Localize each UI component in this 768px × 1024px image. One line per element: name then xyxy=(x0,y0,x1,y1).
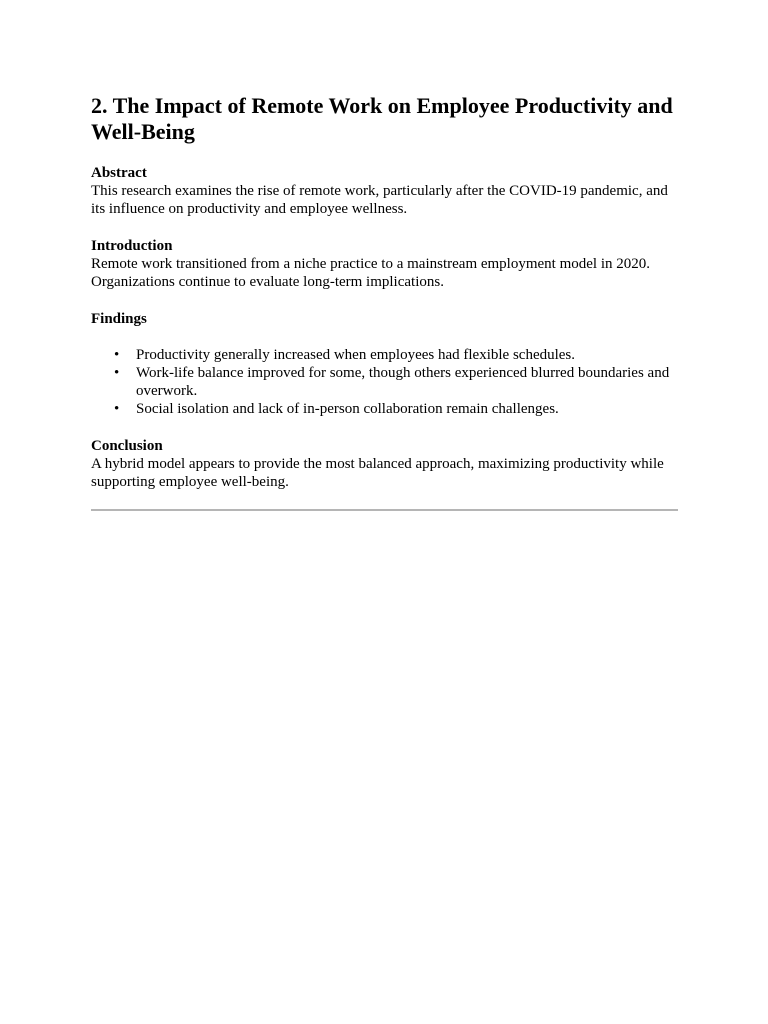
horizontal-divider xyxy=(91,509,678,511)
findings-section xyxy=(91,310,678,418)
conclusion-heading: Conclusion xyxy=(91,438,163,454)
bullet-icon: • xyxy=(114,347,120,363)
abstract-section xyxy=(91,164,678,218)
document-title: 2. The Impact of Remote Work on Employee Productivity and Well-Being xyxy=(91,93,673,144)
abstract-heading: Abstract xyxy=(91,165,147,181)
conclusion-body: A hybrid model appears to provide the most balanced approach, maximizing productivity while supporting employee well-being. xyxy=(91,456,664,490)
finding-text: Work-life balance improved for some, though others experienced blurred boundaries and overwork. xyxy=(136,365,670,399)
finding-text: Social isolation and lack of in-person collaboration remain challenges. xyxy=(136,401,559,417)
list-item xyxy=(114,346,678,364)
list-item xyxy=(114,400,678,418)
bullet-icon: • xyxy=(114,401,120,417)
introduction-section xyxy=(91,237,678,291)
bullet-icon: • xyxy=(114,365,120,381)
introduction-heading: Introduction xyxy=(91,238,173,254)
findings-list xyxy=(91,346,678,418)
findings-heading: Findings xyxy=(91,311,147,327)
abstract-body: This research examines the rise of remote work, particularly after the COVID-19 pandemic, and its influence on productivity and employee wellness. xyxy=(91,183,668,217)
list-item xyxy=(114,364,678,400)
finding-text: Productivity generally increased when employees had flexible schedules. xyxy=(136,347,576,363)
introduction-body: Remote work transitioned from a niche practice to a mainstream employment model in 2020. Organizations continue to evaluate long-term implications. xyxy=(91,256,651,290)
conclusion-section xyxy=(91,437,678,491)
